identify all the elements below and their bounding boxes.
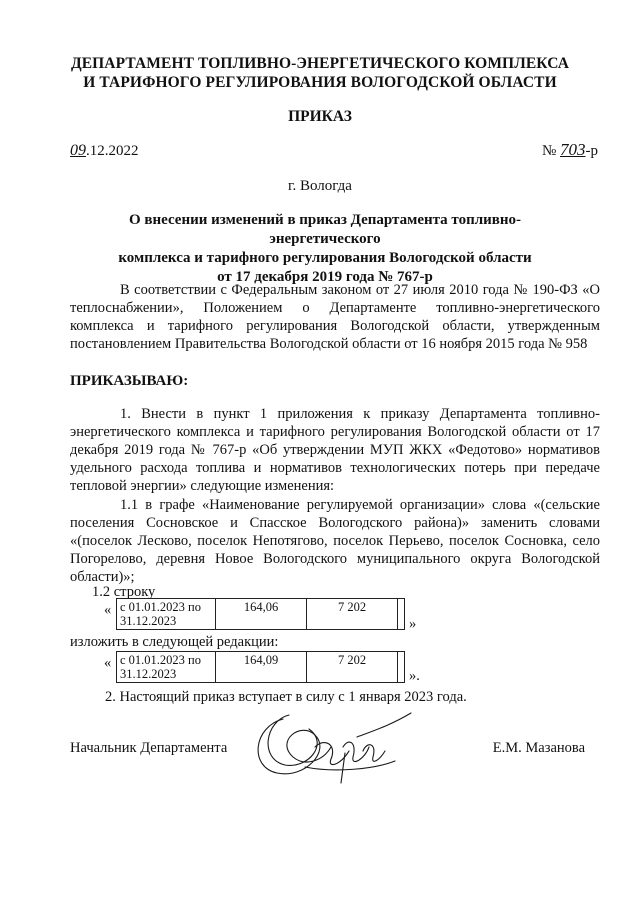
- number-sign: №: [541, 143, 557, 159]
- department-name: [60, 54, 580, 92]
- new-row-table: [116, 651, 405, 683]
- old-period-line-1: с 01.01.2023 по: [120, 600, 201, 614]
- table-row: [117, 599, 405, 630]
- order-word: ПРИКАЗЫВАЮ:: [70, 373, 189, 389]
- department-line-1: ДЕПАРТАМЕНТ ТОПЛИВНО-ЭНЕРГЕТИЧЕСКОГО КОМПЛЕКСА: [70, 55, 570, 72]
- new-period-line-2: 31.12.2023: [120, 667, 177, 681]
- old-period-line-2: 31.12.2023: [120, 614, 177, 628]
- old-value-1-cell: 164,06: [216, 599, 307, 630]
- item-1-2-label: 1.2 строку: [92, 584, 156, 600]
- order-subject: [75, 211, 575, 287]
- new-period-cell: [117, 652, 216, 683]
- city: г. Вологда: [288, 178, 352, 194]
- date-printed: .12.2022: [86, 143, 139, 159]
- new-period-line-1: с 01.01.2023 по: [120, 653, 201, 667]
- subject-line-2: комплекса и тарифного регулирования Вологодской области: [118, 250, 532, 266]
- order-date: [70, 142, 139, 160]
- old-row-open-quote: «: [104, 602, 112, 618]
- order-number: [542, 140, 598, 160]
- new-row-open-quote: «: [104, 655, 112, 671]
- new-row-close-quote: ».: [409, 668, 420, 684]
- restate-label: изложить в следующей редакции:: [70, 634, 279, 650]
- signatory-name: Е.М. Мазанова: [492, 740, 585, 756]
- table-row: [117, 652, 405, 683]
- old-row-close-quote: »: [409, 616, 417, 632]
- old-empty-cell: [398, 599, 405, 630]
- new-empty-cell: [398, 652, 405, 683]
- subject-line-1: О внесении изменений в приказ Департамента топливно-энергетического: [128, 212, 522, 247]
- old-period-cell: [117, 599, 216, 630]
- signatory-position: Начальник Департамента: [70, 740, 228, 756]
- item-2-paragraph: 2. Настоящий приказ вступает в силу с 1 января 2023 года.: [105, 689, 467, 705]
- item-1-1-paragraph: 1.1 в графе «Наименование регулируемой организации» слова «(сельские поселения Сосновское и Спасское Вологодского района)» заменить словами «(поселок Лесково, поселок Непотягово, поселок Перьево, поселок Сосновка, село Погорелово, деревня Новое Вологодского муниципального округа Вологодской области)»;: [70, 497, 600, 585]
- date-handwritten: 09: [70, 142, 86, 159]
- subject-line-3: от 17 декабря 2019 года № 767-р: [217, 269, 433, 285]
- handwritten-signature: [245, 707, 415, 787]
- preamble-paragraph: В соответствии с Федеральным законом от 27 июля 2010 года № 190-ФЗ «О теплоснабжении», Положением о Департаменте топливно-энергетического комплекса и тарифного регулирования Вологодской области, утвержденным постановлением Правительства Вологодской области от 16 ноября 2015 года № 958: [70, 282, 600, 352]
- item-1-paragraph: 1. Внести в пункт 1 приложения к приказу Департамента топливно-энергетического комплекса и тарифного регулирования Вологодской области от 17 декабря 2019 года № 767-р «Об утверждении МУП ЖКХ «Федотово» нормативов удельного расхода топлива и нормативов технологических потерь при передаче тепловой энергии» следующие изменения:: [70, 406, 600, 494]
- old-row-table: [116, 598, 405, 630]
- old-value-2-cell: 7 202: [307, 599, 398, 630]
- new-value-2-cell: 7 202: [307, 652, 398, 683]
- new-value-1-cell: 164,09: [216, 652, 307, 683]
- number-handwritten: 703: [560, 140, 586, 159]
- number-suffix: -р: [585, 143, 598, 159]
- department-line-2: И ТАРИФНОГО РЕГУЛИРОВАНИЯ ВОЛОГОДСКОЙ ОБЛАСТИ: [83, 74, 557, 91]
- order-title: ПРИКАЗ: [288, 108, 352, 125]
